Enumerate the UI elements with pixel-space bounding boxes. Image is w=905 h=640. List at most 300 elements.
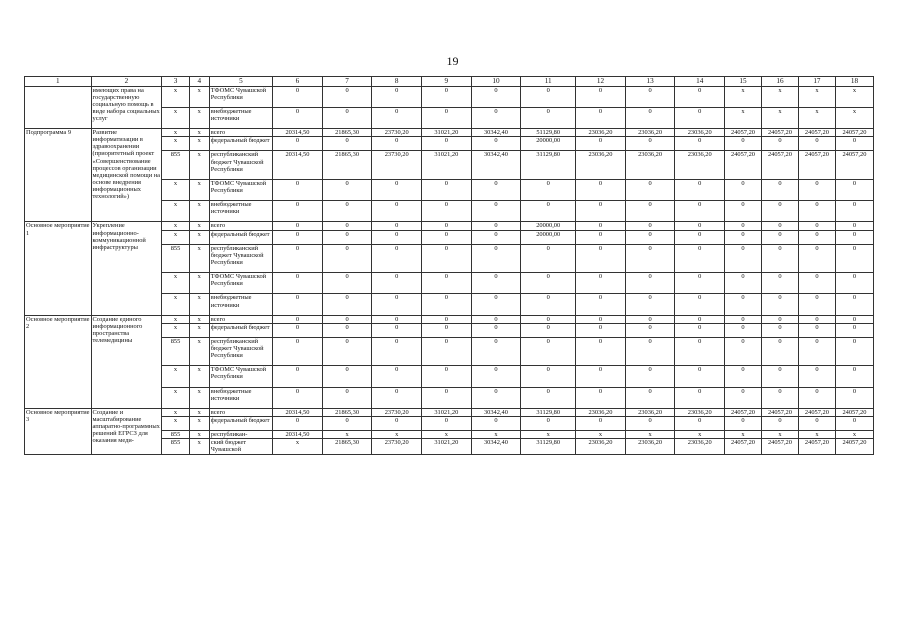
amount-cell: 0 bbox=[576, 387, 626, 408]
amount-cell: x bbox=[761, 431, 798, 439]
amount-cell: 0 bbox=[372, 222, 422, 230]
column-number: 4 bbox=[189, 77, 209, 87]
column-number: 18 bbox=[835, 77, 873, 87]
funding-source: ТФОМС Чувашской Республики bbox=[209, 366, 272, 387]
block-name: Укрепление информационно-коммуникационной инфраструктуры bbox=[91, 222, 162, 315]
column-number: 5 bbox=[209, 77, 272, 87]
column-number: 2 bbox=[91, 77, 162, 87]
amount-cell: x bbox=[675, 431, 725, 439]
amount-cell: 23730,20 bbox=[372, 439, 422, 454]
amount-cell: 0 bbox=[798, 315, 835, 323]
budget-table bbox=[24, 76, 874, 455]
code-cell: x bbox=[189, 294, 209, 315]
amount-cell: 0 bbox=[273, 417, 323, 431]
amount-cell: 0 bbox=[322, 338, 372, 366]
code-cell: x bbox=[189, 151, 209, 179]
amount-cell: x bbox=[273, 439, 323, 454]
amount-cell: 0 bbox=[798, 244, 835, 272]
column-number: 6 bbox=[273, 77, 323, 87]
amount-cell: 0 bbox=[322, 323, 372, 337]
amount-cell: 0 bbox=[576, 86, 626, 107]
amount-cell: 0 bbox=[322, 137, 372, 151]
amount-cell: 0 bbox=[521, 294, 576, 315]
amount-cell: 23036,20 bbox=[675, 129, 725, 137]
amount-cell: 0 bbox=[761, 201, 798, 222]
amount-cell: 0 bbox=[273, 323, 323, 337]
amount-cell: 0 bbox=[422, 201, 472, 222]
amount-cell: 23036,20 bbox=[675, 151, 725, 179]
amount-cell: x bbox=[798, 431, 835, 439]
amount-cell: 0 bbox=[625, 387, 675, 408]
amount-cell: 0 bbox=[521, 273, 576, 294]
amount-cell: 20314,50 bbox=[273, 408, 323, 416]
amount-cell: 0 bbox=[625, 338, 675, 366]
amount-cell: 0 bbox=[273, 222, 323, 230]
code-cell: 855 bbox=[162, 338, 189, 366]
amount-cell: 0 bbox=[576, 366, 626, 387]
amount-cell: 0 bbox=[761, 230, 798, 244]
amount-cell: 0 bbox=[471, 273, 521, 294]
amount-cell: 0 bbox=[675, 273, 725, 294]
amount-cell: 0 bbox=[835, 338, 873, 366]
amount-cell: 0 bbox=[625, 86, 675, 107]
code-cell: x bbox=[189, 222, 209, 230]
amount-cell: 0 bbox=[372, 323, 422, 337]
column-number: 13 bbox=[625, 77, 675, 87]
amount-cell: 0 bbox=[422, 417, 472, 431]
amount-cell: 0 bbox=[798, 387, 835, 408]
block-name: Развитие информатизации в здравоохранении (приоритетный проект «Совершенствование процессов организации медицинской помощи на основе внедрения информационных технологий») bbox=[91, 129, 162, 222]
column-number: 7 bbox=[322, 77, 372, 87]
amount-cell: x bbox=[798, 86, 835, 107]
page-number: 19 bbox=[446, 54, 459, 68]
amount-cell: 30342,40 bbox=[471, 129, 521, 137]
amount-cell: 24057,20 bbox=[725, 439, 762, 454]
amount-cell: 0 bbox=[725, 366, 762, 387]
amount-cell: 0 bbox=[422, 387, 472, 408]
amount-cell: 0 bbox=[675, 230, 725, 244]
amount-cell: 23036,20 bbox=[576, 408, 626, 416]
amount-cell: 30342,40 bbox=[471, 151, 521, 179]
amount-cell: 0 bbox=[675, 366, 725, 387]
funding-source: республиканский бюджет Чувашской Республики bbox=[209, 338, 272, 366]
amount-cell: 0 bbox=[835, 387, 873, 408]
amount-cell: 0 bbox=[471, 137, 521, 151]
amount-cell: 0 bbox=[322, 294, 372, 315]
amount-cell: 0 bbox=[675, 86, 725, 107]
amount-cell: 0 bbox=[471, 338, 521, 366]
code-cell: x bbox=[162, 86, 189, 107]
amount-cell: 0 bbox=[422, 137, 472, 151]
amount-cell: 0 bbox=[273, 387, 323, 408]
amount-cell: 0 bbox=[576, 338, 626, 366]
amount-cell: 0 bbox=[372, 294, 422, 315]
amount-cell: 0 bbox=[273, 273, 323, 294]
amount-cell: 31129,80 bbox=[521, 408, 576, 416]
amount-cell: 0 bbox=[761, 179, 798, 200]
amount-cell: 0 bbox=[372, 179, 422, 200]
amount-cell: 0 bbox=[372, 230, 422, 244]
amount-cell: 0 bbox=[761, 273, 798, 294]
amount-cell: 0 bbox=[422, 294, 472, 315]
amount-cell: 0 bbox=[273, 294, 323, 315]
funding-source: республикан- bbox=[209, 431, 272, 439]
amount-cell: 0 bbox=[422, 273, 472, 294]
amount-cell: 0 bbox=[761, 338, 798, 366]
amount-cell: 20314,50 bbox=[273, 431, 323, 439]
table-row bbox=[25, 86, 874, 107]
code-cell: x bbox=[162, 294, 189, 315]
amount-cell: 0 bbox=[576, 323, 626, 337]
amount-cell: 0 bbox=[521, 417, 576, 431]
amount-cell: 0 bbox=[761, 366, 798, 387]
amount-cell: 0 bbox=[471, 244, 521, 272]
amount-cell: 0 bbox=[322, 86, 372, 107]
funding-source: федеральный бюджет bbox=[209, 323, 272, 337]
amount-cell: 0 bbox=[835, 315, 873, 323]
amount-cell: 0 bbox=[521, 387, 576, 408]
amount-cell: x bbox=[372, 431, 422, 439]
amount-cell: 31021,20 bbox=[422, 151, 472, 179]
amount-cell: 0 bbox=[675, 201, 725, 222]
code-cell: 855 bbox=[162, 244, 189, 272]
amount-cell: 0 bbox=[521, 201, 576, 222]
code-cell: x bbox=[189, 179, 209, 200]
code-cell: x bbox=[162, 387, 189, 408]
amount-cell: 23036,20 bbox=[576, 151, 626, 179]
code-cell: x bbox=[189, 387, 209, 408]
block-label bbox=[25, 86, 92, 129]
amount-cell: x bbox=[725, 431, 762, 439]
amount-cell: 0 bbox=[625, 222, 675, 230]
amount-cell: 0 bbox=[625, 244, 675, 272]
amount-cell: 0 bbox=[675, 323, 725, 337]
amount-cell: 0 bbox=[422, 244, 472, 272]
amount-cell: 20000,00 bbox=[521, 222, 576, 230]
amount-cell: 0 bbox=[725, 137, 762, 151]
code-cell: x bbox=[189, 244, 209, 272]
column-number: 16 bbox=[761, 77, 798, 87]
amount-cell: 0 bbox=[471, 366, 521, 387]
code-cell: x bbox=[189, 273, 209, 294]
amount-cell: 0 bbox=[835, 366, 873, 387]
amount-cell: 31129,80 bbox=[521, 439, 576, 454]
amount-cell: 23036,20 bbox=[675, 408, 725, 416]
amount-cell: 0 bbox=[372, 315, 422, 323]
amount-cell: 0 bbox=[471, 417, 521, 431]
amount-cell: 0 bbox=[625, 201, 675, 222]
amount-cell: 0 bbox=[576, 417, 626, 431]
funding-source: всего bbox=[209, 222, 272, 230]
amount-cell: 0 bbox=[798, 323, 835, 337]
amount-cell: 0 bbox=[835, 222, 873, 230]
amount-cell: 0 bbox=[798, 222, 835, 230]
amount-cell: 0 bbox=[322, 222, 372, 230]
amount-cell: 0 bbox=[835, 294, 873, 315]
column-number: 14 bbox=[675, 77, 725, 87]
amount-cell: x bbox=[835, 431, 873, 439]
amount-cell: 0 bbox=[372, 201, 422, 222]
amount-cell: 0 bbox=[625, 366, 675, 387]
amount-cell: x bbox=[835, 107, 873, 128]
amount-cell: 20000,00 bbox=[521, 137, 576, 151]
amount-cell: x bbox=[761, 107, 798, 128]
amount-cell: 0 bbox=[471, 201, 521, 222]
amount-cell: 0 bbox=[273, 137, 323, 151]
amount-cell: 0 bbox=[835, 230, 873, 244]
amount-cell: 0 bbox=[322, 315, 372, 323]
amount-cell: 23036,20 bbox=[625, 129, 675, 137]
amount-cell: 24057,20 bbox=[761, 439, 798, 454]
amount-cell: 0 bbox=[835, 323, 873, 337]
amount-cell: 24057,20 bbox=[798, 151, 835, 179]
amount-cell: 0 bbox=[521, 366, 576, 387]
amount-cell: 0 bbox=[372, 107, 422, 128]
block-label: Подпрограмма 9 bbox=[25, 129, 92, 222]
amount-cell: x bbox=[576, 431, 626, 439]
amount-cell: 31021,20 bbox=[422, 129, 472, 137]
amount-cell: 0 bbox=[322, 273, 372, 294]
amount-cell: 0 bbox=[521, 338, 576, 366]
code-cell: x bbox=[162, 417, 189, 431]
amount-cell: 23730,20 bbox=[372, 151, 422, 179]
funding-source: ТФОМС Чувашской Республики bbox=[209, 86, 272, 107]
code-cell: x bbox=[162, 366, 189, 387]
amount-cell: 0 bbox=[675, 137, 725, 151]
amount-cell: 0 bbox=[372, 137, 422, 151]
amount-cell: 24057,20 bbox=[835, 408, 873, 416]
code-cell: x bbox=[189, 338, 209, 366]
column-number: 17 bbox=[798, 77, 835, 87]
amount-cell: 0 bbox=[422, 315, 472, 323]
funding-source: всего bbox=[209, 129, 272, 137]
amount-cell: 24057,20 bbox=[725, 151, 762, 179]
code-cell: x bbox=[162, 273, 189, 294]
amount-cell: x bbox=[521, 431, 576, 439]
amount-cell: 24057,20 bbox=[835, 151, 873, 179]
funding-source: внебюджетные источники bbox=[209, 107, 272, 128]
amount-cell: 0 bbox=[625, 230, 675, 244]
amount-cell: 0 bbox=[675, 294, 725, 315]
amount-cell: 0 bbox=[798, 338, 835, 366]
amount-cell: 0 bbox=[471, 222, 521, 230]
amount-cell: 0 bbox=[725, 201, 762, 222]
amount-cell: 0 bbox=[625, 315, 675, 323]
code-cell: x bbox=[162, 201, 189, 222]
funding-source: всего bbox=[209, 408, 272, 416]
amount-cell: 0 bbox=[471, 323, 521, 337]
amount-cell: 0 bbox=[835, 201, 873, 222]
amount-cell: 0 bbox=[725, 222, 762, 230]
amount-cell: 31021,20 bbox=[422, 439, 472, 454]
amount-cell: 0 bbox=[576, 179, 626, 200]
funding-source: внебюджетные источники bbox=[209, 201, 272, 222]
code-cell: x bbox=[162, 107, 189, 128]
amount-cell: 0 bbox=[372, 273, 422, 294]
code-cell: x bbox=[189, 230, 209, 244]
amount-cell: 51129,80 bbox=[521, 129, 576, 137]
amount-cell: 0 bbox=[521, 86, 576, 107]
amount-cell: 0 bbox=[835, 417, 873, 431]
amount-cell: 0 bbox=[422, 338, 472, 366]
code-cell: x bbox=[162, 408, 189, 416]
funding-source: всего bbox=[209, 315, 272, 323]
code-cell: x bbox=[189, 439, 209, 454]
table-row bbox=[25, 222, 874, 230]
amount-cell: 0 bbox=[725, 315, 762, 323]
amount-cell: 0 bbox=[422, 86, 472, 107]
amount-cell: 0 bbox=[422, 230, 472, 244]
amount-cell: 0 bbox=[675, 244, 725, 272]
code-cell: x bbox=[162, 323, 189, 337]
amount-cell: 0 bbox=[625, 179, 675, 200]
amount-cell: 0 bbox=[761, 244, 798, 272]
amount-cell: 0 bbox=[798, 294, 835, 315]
code-cell: x bbox=[162, 222, 189, 230]
amount-cell: 24057,20 bbox=[798, 408, 835, 416]
amount-cell: 0 bbox=[422, 107, 472, 128]
amount-cell: 0 bbox=[471, 315, 521, 323]
amount-cell: 0 bbox=[422, 179, 472, 200]
amount-cell: 21865,30 bbox=[322, 439, 372, 454]
code-cell: x bbox=[189, 323, 209, 337]
amount-cell: 24057,20 bbox=[835, 129, 873, 137]
code-cell: x bbox=[162, 137, 189, 151]
amount-cell: x bbox=[725, 86, 762, 107]
amount-cell: 0 bbox=[372, 338, 422, 366]
amount-cell: 23730,20 bbox=[372, 129, 422, 137]
amount-cell: 0 bbox=[761, 222, 798, 230]
code-cell: x bbox=[162, 129, 189, 137]
amount-cell: 23730,20 bbox=[372, 408, 422, 416]
table-row bbox=[25, 315, 874, 323]
amount-cell: 0 bbox=[725, 179, 762, 200]
amount-cell: 0 bbox=[835, 179, 873, 200]
amount-cell: 0 bbox=[521, 107, 576, 128]
amount-cell: 0 bbox=[273, 230, 323, 244]
code-cell: x bbox=[189, 417, 209, 431]
amount-cell: 0 bbox=[798, 230, 835, 244]
amount-cell: 0 bbox=[625, 273, 675, 294]
code-cell: x bbox=[189, 315, 209, 323]
code-cell: x bbox=[162, 315, 189, 323]
amount-cell: 0 bbox=[835, 244, 873, 272]
amount-cell: 0 bbox=[675, 338, 725, 366]
column-number: 8 bbox=[372, 77, 422, 87]
amount-cell: 0 bbox=[521, 323, 576, 337]
amount-cell: 0 bbox=[322, 366, 372, 387]
amount-cell: 0 bbox=[372, 366, 422, 387]
column-number: 12 bbox=[576, 77, 626, 87]
amount-cell: 0 bbox=[675, 387, 725, 408]
funding-source: федеральный бюджет bbox=[209, 230, 272, 244]
amount-cell: 0 bbox=[273, 315, 323, 323]
amount-cell: 0 bbox=[372, 417, 422, 431]
amount-cell: 0 bbox=[322, 387, 372, 408]
amount-cell: 0 bbox=[798, 179, 835, 200]
amount-cell: 0 bbox=[835, 137, 873, 151]
funding-source: ТФОМС Чувашской Республики bbox=[209, 179, 272, 200]
column-number: 11 bbox=[521, 77, 576, 87]
amount-cell: 20314,50 bbox=[273, 129, 323, 137]
column-number: 15 bbox=[725, 77, 762, 87]
amount-cell: 0 bbox=[471, 387, 521, 408]
funding-source: федеральный бюджет bbox=[209, 417, 272, 431]
amount-cell: x bbox=[835, 86, 873, 107]
amount-cell: 0 bbox=[521, 315, 576, 323]
amount-cell: 0 bbox=[675, 315, 725, 323]
amount-cell: 23036,20 bbox=[576, 439, 626, 454]
amount-cell: 0 bbox=[675, 107, 725, 128]
amount-cell: 23036,20 bbox=[625, 151, 675, 179]
amount-cell: x bbox=[761, 86, 798, 107]
amount-cell: 0 bbox=[798, 201, 835, 222]
amount-cell: 0 bbox=[675, 222, 725, 230]
amount-cell: 0 bbox=[675, 417, 725, 431]
amount-cell: 24057,20 bbox=[725, 408, 762, 416]
amount-cell: 0 bbox=[372, 86, 422, 107]
amount-cell: 0 bbox=[576, 201, 626, 222]
block-label: Основное мероприятие 1 bbox=[25, 222, 92, 315]
amount-cell: 24057,20 bbox=[761, 151, 798, 179]
amount-cell: 0 bbox=[761, 315, 798, 323]
amount-cell: 0 bbox=[798, 137, 835, 151]
block-name: Создание и масштабирование аппаратно-программных решений ЕГРСЗ для оказания меди- bbox=[91, 408, 162, 454]
amount-cell: 0 bbox=[322, 201, 372, 222]
amount-cell: 21865,30 bbox=[322, 129, 372, 137]
amount-cell: 0 bbox=[322, 179, 372, 200]
amount-cell: 0 bbox=[625, 417, 675, 431]
amount-cell: 0 bbox=[471, 294, 521, 315]
code-cell: x bbox=[189, 137, 209, 151]
amount-cell: 0 bbox=[273, 107, 323, 128]
amount-cell: 0 bbox=[273, 179, 323, 200]
amount-cell: 0 bbox=[625, 107, 675, 128]
table-body bbox=[25, 77, 874, 455]
amount-cell: 30342,40 bbox=[471, 439, 521, 454]
code-cell: 855 bbox=[162, 439, 189, 454]
amount-cell: 0 bbox=[725, 338, 762, 366]
amount-cell: 0 bbox=[761, 323, 798, 337]
amount-cell: 24057,20 bbox=[798, 129, 835, 137]
amount-cell: 23036,20 bbox=[625, 439, 675, 454]
funding-source: внебюджетные источники bbox=[209, 387, 272, 408]
funding-source: республиканский бюджет Чувашской Республики bbox=[209, 151, 272, 179]
column-number: 1 bbox=[25, 77, 92, 87]
amount-cell: 0 bbox=[273, 366, 323, 387]
amount-cell: 21865,30 bbox=[322, 151, 372, 179]
amount-cell: 0 bbox=[273, 86, 323, 107]
amount-cell: 31021,20 bbox=[422, 408, 472, 416]
code-cell: x bbox=[162, 230, 189, 244]
amount-cell: 0 bbox=[625, 294, 675, 315]
amount-cell: 0 bbox=[761, 137, 798, 151]
code-cell: x bbox=[189, 201, 209, 222]
funding-source: внебюджетные источники bbox=[209, 294, 272, 315]
amount-cell: 0 bbox=[576, 273, 626, 294]
amount-cell: 24057,20 bbox=[835, 439, 873, 454]
amount-cell: 0 bbox=[798, 417, 835, 431]
block-name: имеющих права на государственную социальную помощь в виде набора социальных услуг bbox=[91, 86, 162, 129]
amount-cell: 0 bbox=[576, 294, 626, 315]
amount-cell: 23036,20 bbox=[625, 408, 675, 416]
amount-cell: 21865,30 bbox=[322, 408, 372, 416]
amount-cell: 0 bbox=[725, 323, 762, 337]
code-cell: 855 bbox=[162, 151, 189, 179]
column-number: 3 bbox=[162, 77, 189, 87]
amount-cell: 23036,20 bbox=[576, 129, 626, 137]
amount-cell: 0 bbox=[322, 244, 372, 272]
